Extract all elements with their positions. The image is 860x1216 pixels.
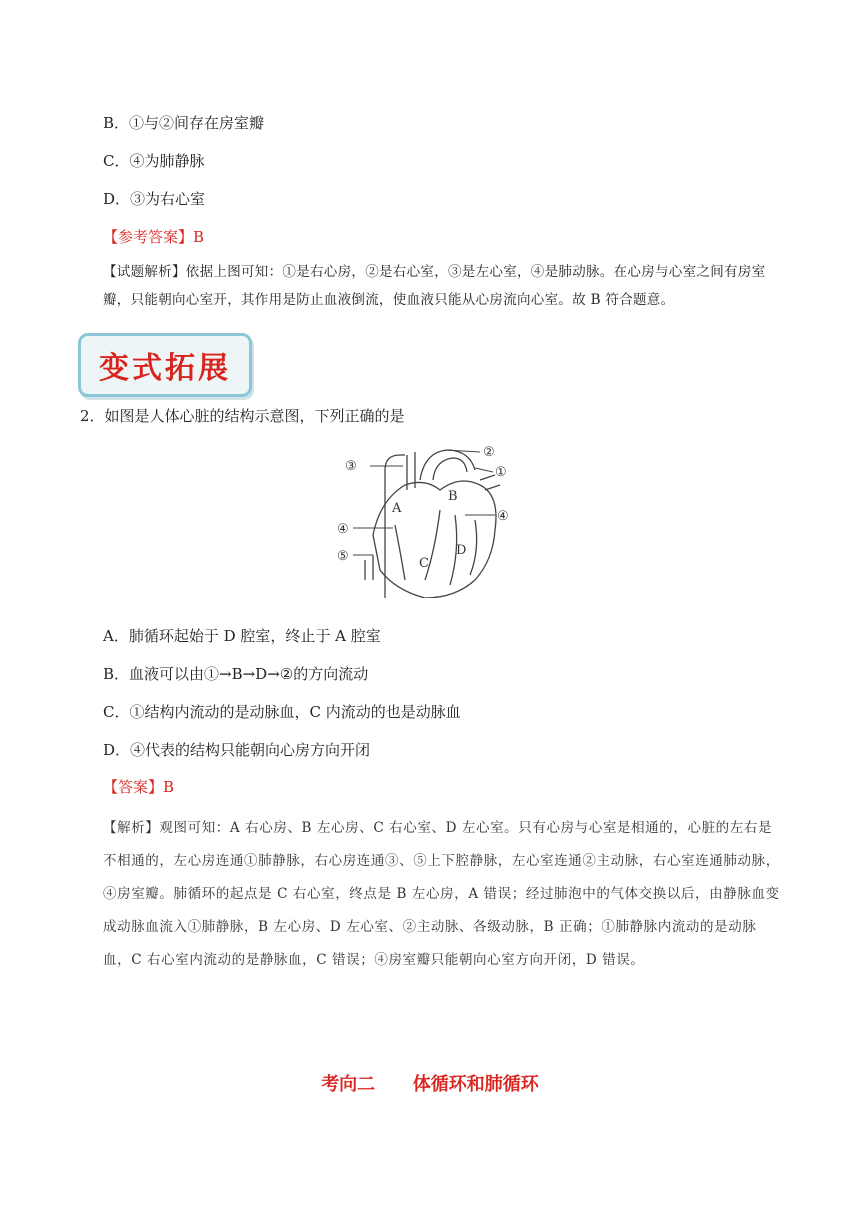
q1-option-c: C．④为肺静脉 bbox=[103, 152, 205, 170]
variant-extension-banner bbox=[78, 333, 252, 397]
q2-answer: 【答案】B bbox=[103, 778, 175, 796]
q2-option-d: D．④代表的结构只能朝向心房方向开闭 bbox=[103, 741, 371, 759]
label-a: A bbox=[392, 501, 402, 516]
heart-body bbox=[373, 481, 496, 598]
section-title: 考向二 体循环和肺循环 bbox=[321, 1074, 539, 1095]
label-4-right: ④ bbox=[497, 509, 509, 524]
label-3: ③ bbox=[345, 459, 357, 474]
leader-1 bbox=[475, 468, 493, 472]
banner-label: 变式拓展 bbox=[99, 351, 231, 386]
aorta-inner bbox=[433, 458, 467, 480]
leader-2 bbox=[445, 450, 480, 452]
lower-vessel bbox=[365, 555, 373, 580]
label-1: ① bbox=[495, 465, 507, 480]
label-2: ② bbox=[483, 445, 495, 460]
q1-answer: 【参考答案】B bbox=[103, 228, 205, 246]
label-d: D bbox=[456, 543, 467, 558]
q2-option-b: B．血液可以由①→B→D→②的方向流动 bbox=[103, 665, 369, 683]
q1-analysis: 【试题解析】依据上图可知：①是右心房，②是右心室，③是左心室，④是肺动脉。在心房与心室之间有房室瓣，只能朝向心室开，其作用是防止血液倒流，使血液只能从心房流向心室。故 B 符合题意。 bbox=[103, 264, 766, 308]
heart-diagram bbox=[325, 440, 540, 598]
q1-option-b: B．①与②间存在房室瓣 bbox=[103, 114, 265, 132]
q2-option-a: A．肺循环起始于 D 腔室，终止于 A 腔室 bbox=[103, 627, 381, 645]
q2-stem: 2．如图是人体心脏的结构示意图，下列正确的是 bbox=[80, 407, 405, 425]
label-b: B bbox=[448, 489, 458, 504]
q1-option-d: D．③为右心室 bbox=[103, 190, 206, 208]
q2-analysis: 【解析】观图可知：A 右心房、B 左心房、C 右心室、D 左心室。只有心房与心室是相通的，心脏的左右是不相通的，左心房连通①肺静脉，右心房连通③、⑤上下腔静脉，左心室连通②主动脉，右心室连通肺动脉，④房室瓣。肺循环的起点是 C 右心室，终点是 B 左心房，A 错误；经过肺泡中的气体交换以后，由静脉血变成动脉血流入①肺静脉，B 左心房、D 左心室、②主动脉、各级动脉，B 正确；①肺静脉内流动的是动脉血，C 右心室内流动的是静脉血，C 错误；④房室瓣只能朝向心室方向开闭，D 错误。 bbox=[103, 820, 780, 968]
label-5: ⑤ bbox=[337, 549, 349, 564]
label-4-left: ④ bbox=[337, 522, 349, 537]
septum bbox=[425, 510, 457, 585]
label-c: C bbox=[419, 556, 429, 571]
aorta bbox=[420, 450, 475, 480]
q2-option-c: C．①结构内流动的是动脉血，C 内流动的也是动脉血 bbox=[103, 703, 461, 721]
